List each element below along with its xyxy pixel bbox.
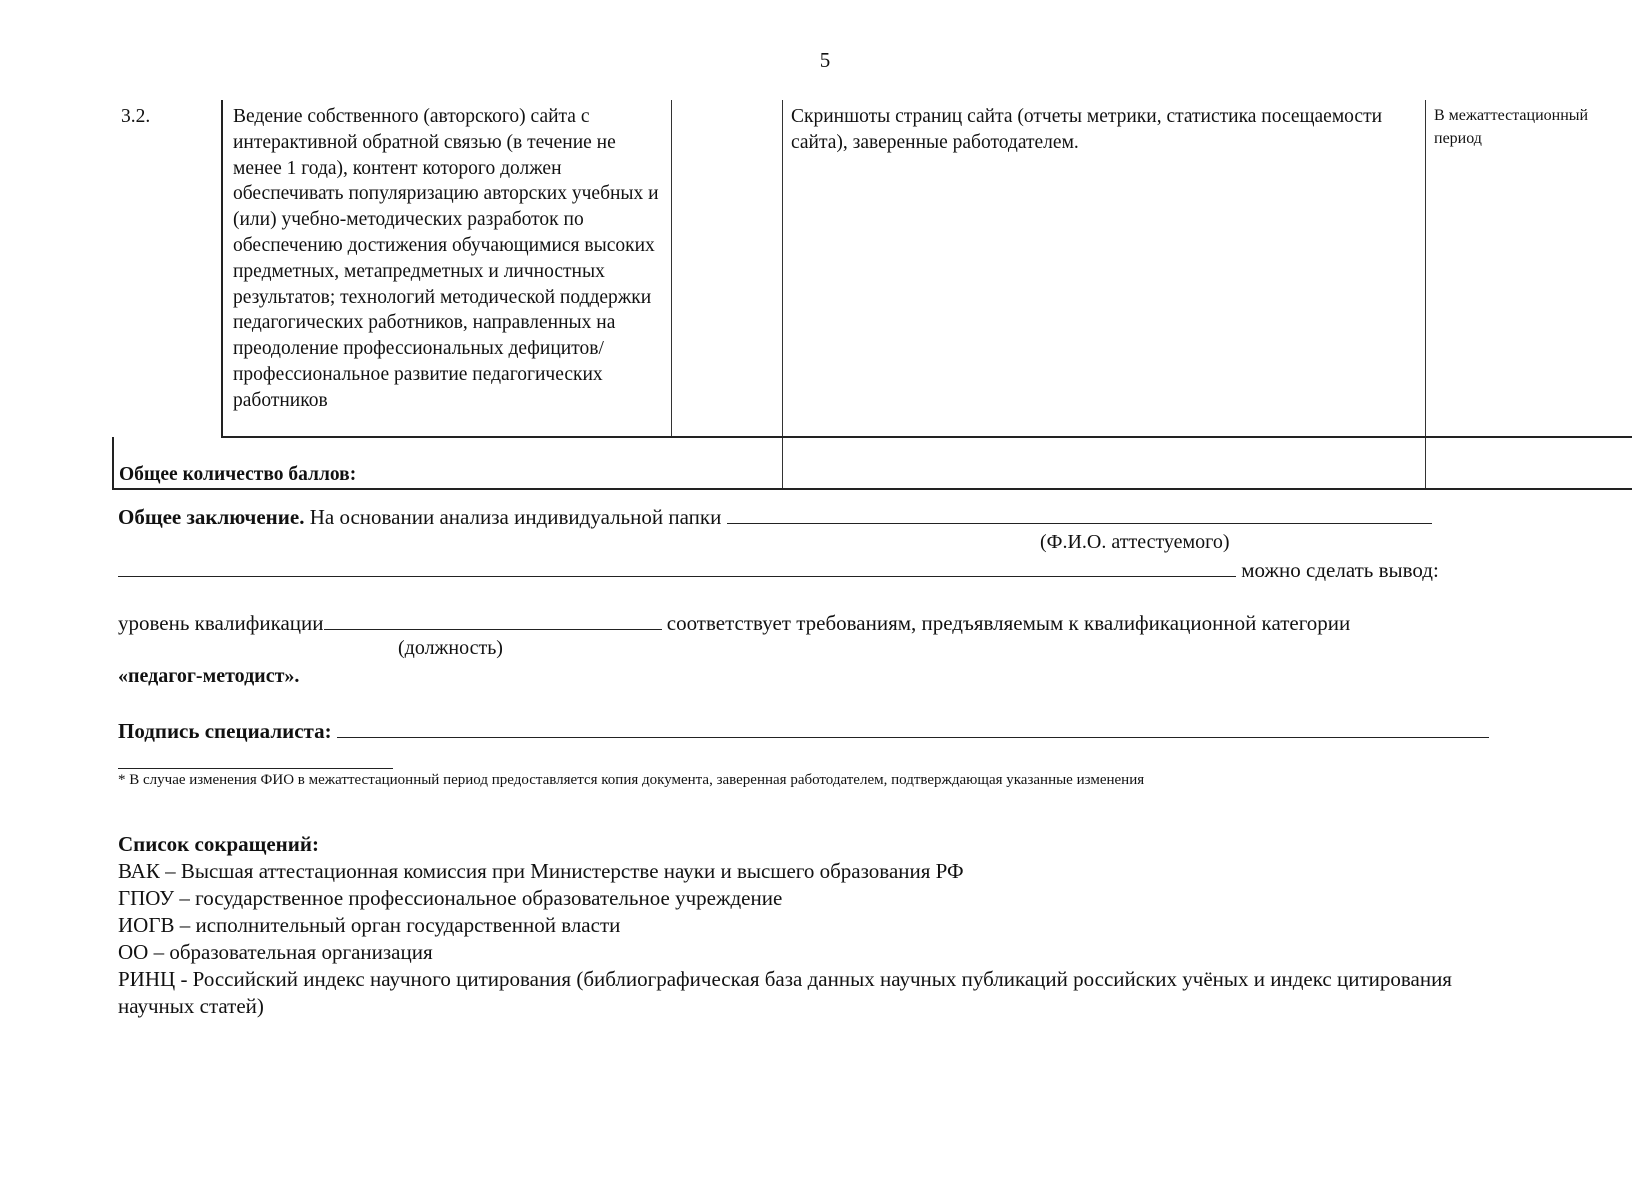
page-number: 5: [819, 48, 831, 72]
signature-label: Подпись специалиста:: [118, 719, 332, 743]
abbreviations-list: [118, 858, 1458, 1020]
conclusion-blank-line[interactable]: [118, 575, 1236, 577]
score-cell: [672, 100, 783, 437]
documents-text: Скриншоты страниц сайта (отчеты метрики, статистика посещаемости сайта), заверенные работодателем.: [783, 100, 1426, 437]
conclusion-end: можно сделать вывод:: [1241, 558, 1439, 582]
level-line: [118, 611, 1350, 636]
list-item: ОО – образовательная организация: [118, 940, 433, 964]
table-row: [113, 100, 1632, 437]
position-caption: (должность): [398, 637, 503, 659]
total-score-cell: [672, 437, 783, 489]
category-name: «педагог-методист».: [118, 665, 300, 687]
row-number: 3.2.: [113, 100, 222, 437]
total-label: Общее количество баллов:: [113, 437, 672, 489]
total-documents-cell: [783, 437, 1426, 489]
table-row-total: [113, 437, 1632, 489]
conclusion-line: [118, 505, 1432, 530]
criterion-text: Ведение собственного (авторского) сайта с интерактивной обратной связью (в течение не менее 1 года), контент которого должен обеспечивать популяризацию авторских учебных и (или) учебно-методических разработок по обеспечению достижения обучающимися высоких предметных, метапредметных и личностных результатов; технологий методической поддержки педагогических работников, направленных на преодоление профессиональных дефицитов/профессиональное развитие педагогических работников: [222, 100, 672, 437]
footnote: * В случае изменения ФИО в межаттестационный период предоставляется копия документа, заверенная работодателем, подтверждающая указанные изменения: [118, 772, 1145, 788]
list-item: ГПОУ – государственное профессиональное образовательное учреждение: [118, 886, 783, 910]
list-item: ИОГВ – исполнительный орган государственной власти: [118, 913, 621, 937]
list-item: ВАК – Высшая аттестационная комиссия при Министерстве науки и высшего образования РФ: [118, 859, 964, 883]
fio-caption: (Ф.И.О. аттестуемого): [1040, 531, 1230, 553]
level-label: уровень квалификации: [118, 611, 324, 635]
conclusion-continue-line: [118, 558, 1439, 583]
conclusion-label: Общее заключение.: [118, 505, 305, 529]
total-period-cell: [1426, 437, 1632, 489]
criteria-table: [112, 100, 1632, 490]
abbreviations-title: Список сокращений:: [118, 832, 319, 856]
signature-line: [118, 719, 1489, 744]
fio-blank-line[interactable]: [727, 522, 1432, 524]
conclusion-text: На основании анализа индивидуальной папки: [309, 505, 722, 529]
position-blank-line[interactable]: [324, 628, 662, 630]
footnote-divider: [118, 768, 393, 769]
period-text: В межаттестационный период: [1426, 100, 1632, 437]
list-item: РИНЦ - Российский индекс научного цитирования (библиографическая база данных научных публикаций российских учёных и индекс цитирования научных статей): [118, 967, 1452, 1018]
level-text: соответствует требованиям, предъявляемым к квалификационной категории: [666, 611, 1351, 635]
signature-blank-line[interactable]: [337, 736, 1489, 738]
